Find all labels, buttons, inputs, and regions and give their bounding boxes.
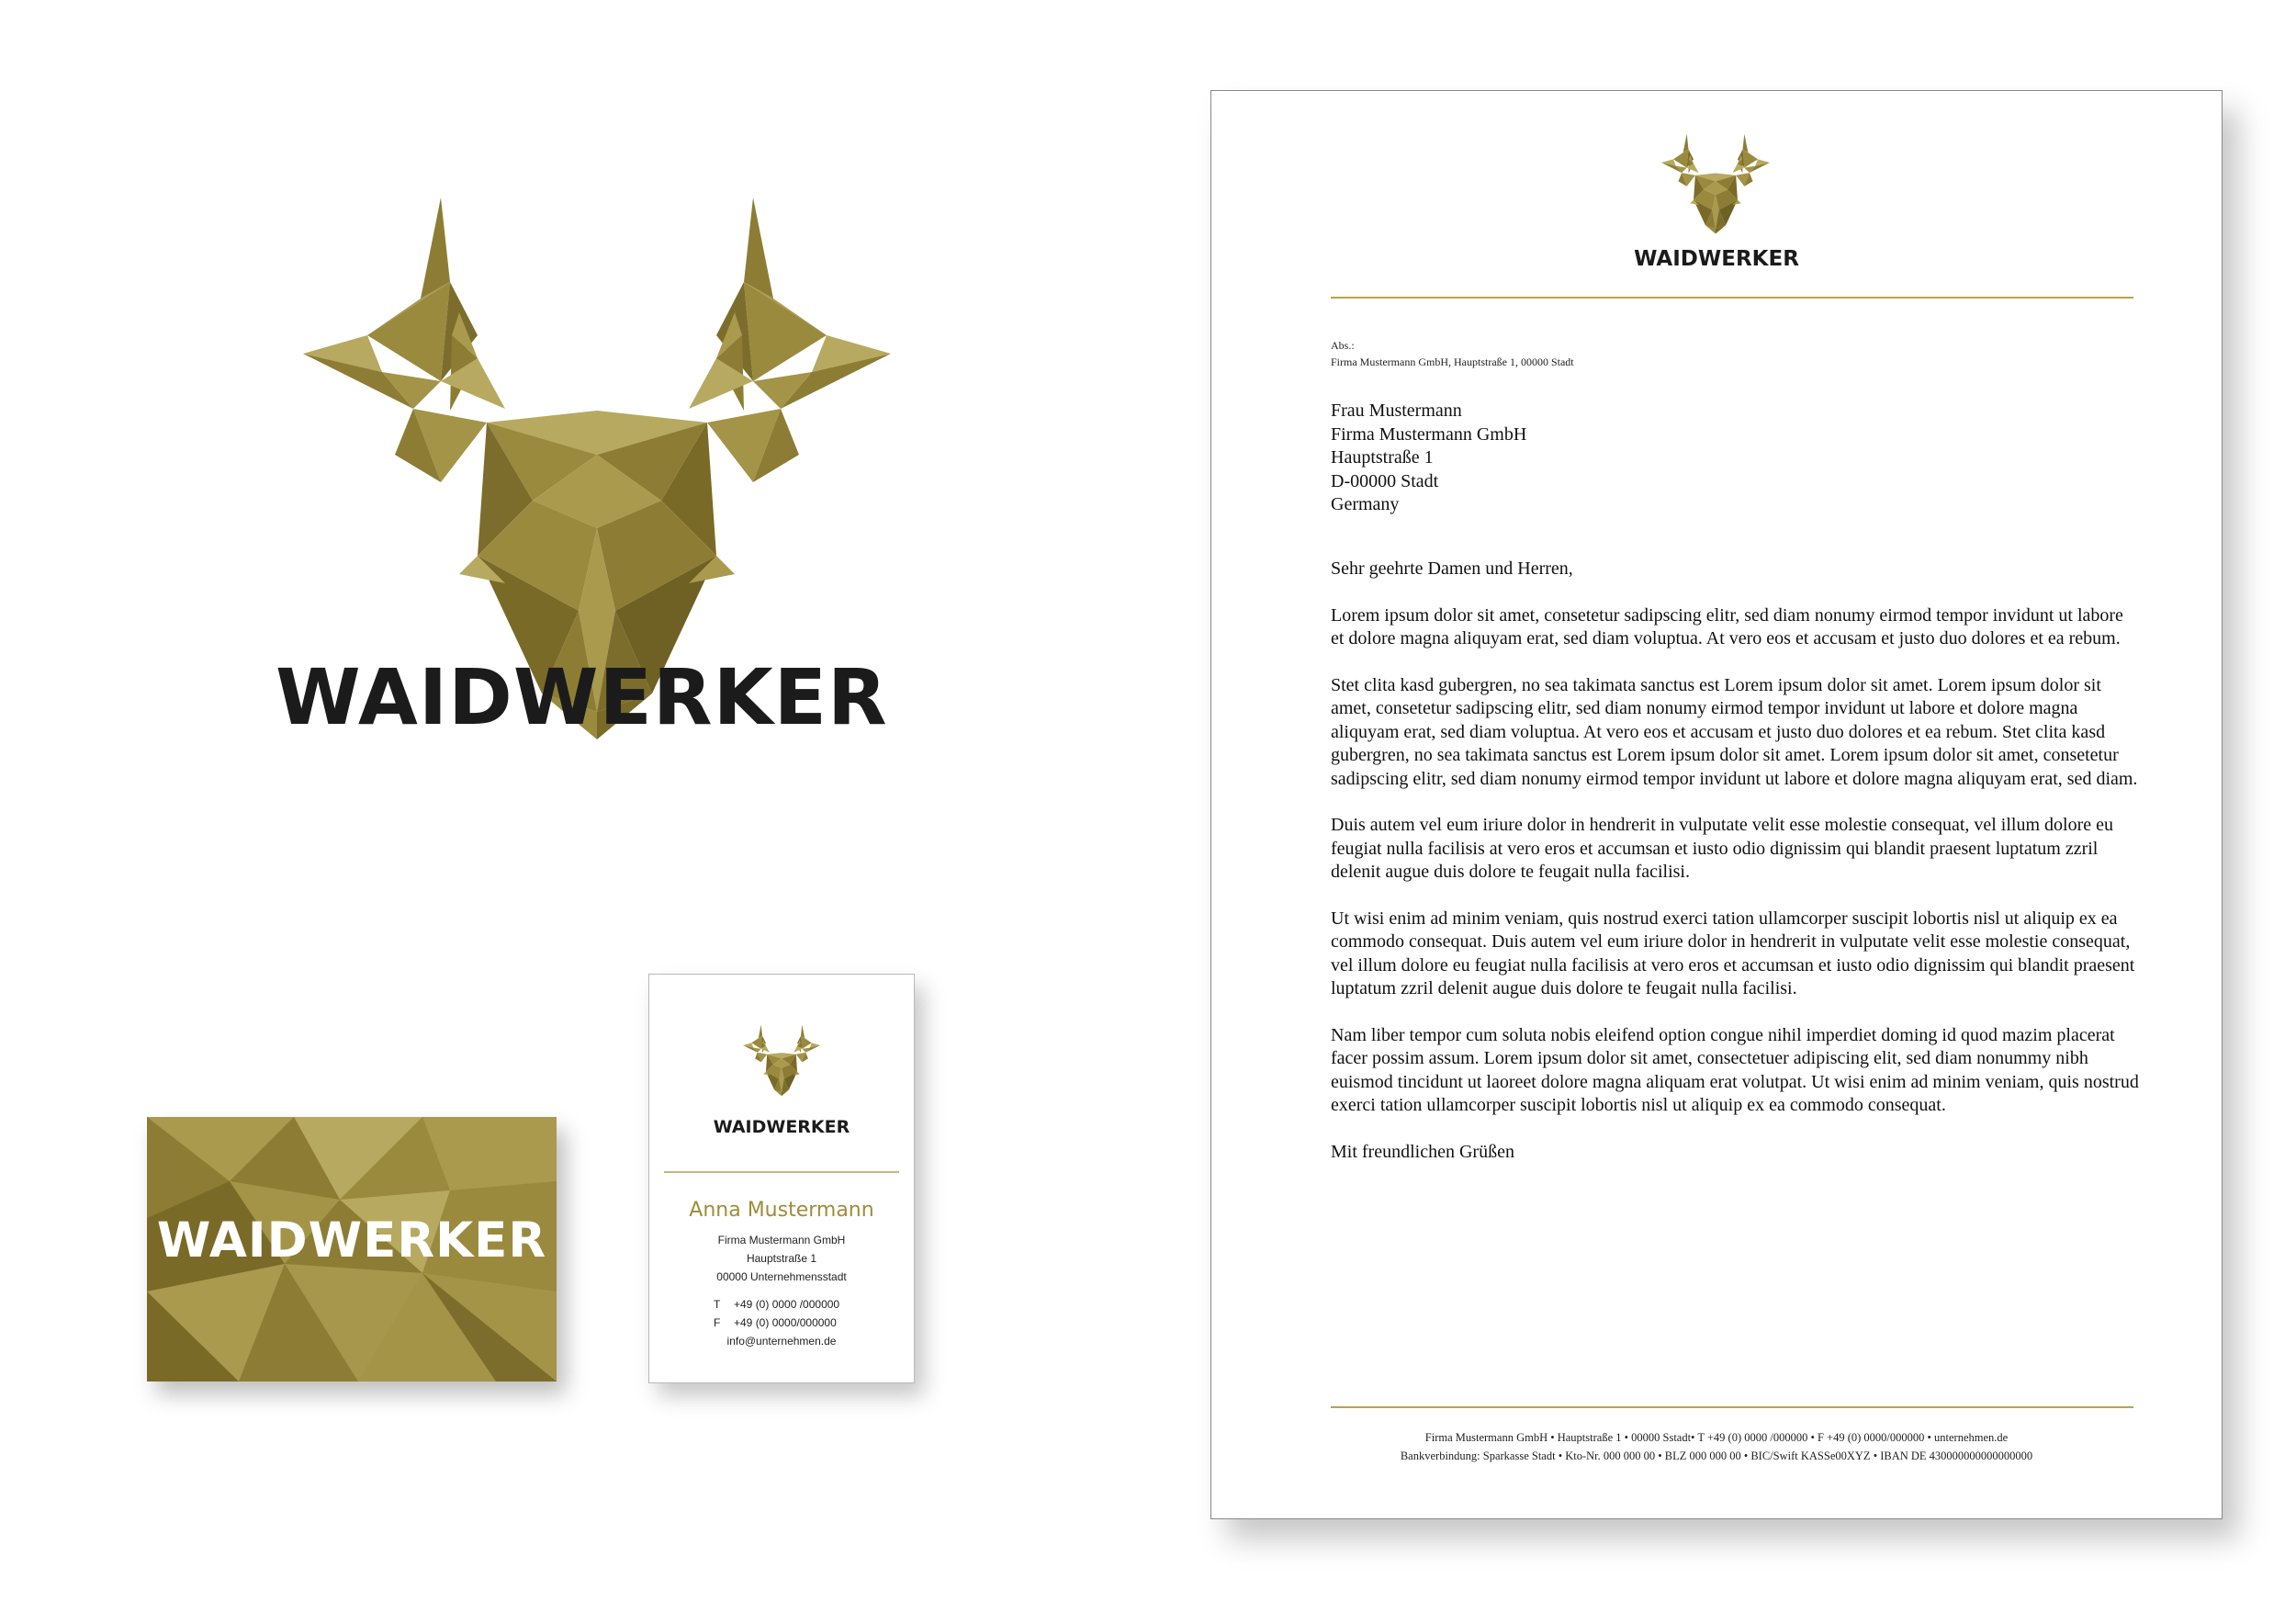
- recipient-line: Frau Mustermann: [1331, 400, 1462, 421]
- recipient-line: D-00000 Stadt: [1331, 470, 1439, 491]
- sender-block: [1331, 337, 1574, 370]
- card-company: Firma Mustermann GmbH: [717, 1234, 846, 1246]
- card-email: info@unternehmen.de: [726, 1335, 837, 1348]
- card-person-name: Anna Mustermann: [689, 1199, 874, 1222]
- recipient-line: Germany: [1331, 494, 1400, 514]
- body-paragraph: Nam liber tempor cum soluta nobis eleifend option congue nihil imperdiet doming id quod mazim placerat facer possim assum. Lorem ipsum dolor sit amet, consectetuer adipiscing elit, sed diam nonummy nibh euismod tincidunt ut laoreet dolore magna aliquam erat volutpat. Ut wisi enim ad minim veniam, quis nostrud exerci tation ullamcorper suscipit lobortis nisl ut aliquip ex ea commodo consequat.: [1331, 1024, 2139, 1115]
- card-fax: +49 (0) 0000/000000: [734, 1316, 837, 1329]
- body-paragraph: Duis autem vel eum iriure dolor in hendrerit in vulputate velit esse molestie consequat, vel illum dolore eu feugiat nulla facilisis at vero eros et accumsan et iusto odio dignissim qui blandit praesent luptatum zzril delenit augue duis dolore te feugait nulla facilisi.: [1331, 815, 2114, 882]
- salutation: Sehr geehrte Damen und Herren,: [1331, 558, 1573, 579]
- sender-line: Firma Mustermann GmbH, Hauptstraße 1, 00000 Stadt: [1331, 355, 1574, 368]
- business-card-back: [147, 1117, 557, 1382]
- card-fax-label: F: [714, 1316, 721, 1329]
- main-wordmark: WAIDWERKER: [276, 652, 888, 742]
- body-paragraph: Ut wisi enim ad minim veniam, quis nostrud exerci tation ullamcorper suscipit lobortis nisl ut aliquip ex ea commodo consequat. Duis autem vel eum iriure dolor in hendrerit in vulputate velit esse molestie consequat, vel illum dolore eu feugiat nulla facilisis at vero eros et accumsan et iusto odio dignissim qui blandit praesent luptatum zzril delenit augue duis dolore te feugait nulla facilisi.: [1331, 908, 2135, 998]
- letter-footer: [1211, 1428, 2222, 1465]
- closing: Mit freundlichen Grüßen: [1331, 1141, 1514, 1162]
- gold-card-wordmark: WAIDWERKER: [156, 1212, 547, 1269]
- stag-logo-icon: [1661, 124, 1770, 245]
- footer-bank-line: Bankverbindung: Sparkasse Stadt • Kto-Nr. 000 000 00 • BLZ 000 000 00 • BIC/Swift KASSe00XYZ • IBAN DE 430000000000000000: [1400, 1449, 2033, 1462]
- business-card-front: [648, 974, 915, 1383]
- footer-address-line: Firma Mustermann GmbH • Hauptstraße 1 • 00000 Sstadt• T +49 (0) 0000 /000000 • F +49 (0) 0000/000000 • unternehmen.de: [1424, 1431, 2009, 1444]
- letter-footer-rule: [1331, 1406, 2133, 1408]
- letter-header-rule: [1331, 297, 2133, 299]
- card-divider: [664, 1171, 899, 1173]
- card-city: 00000 Unternehmensstadt: [716, 1270, 847, 1283]
- body-paragraph: Lorem ipsum dolor sit amet, consetetur sadipscing elitr, sed diam nonumy eirmod tempor invidunt ut labore et dolore magna aliquyam erat, sed diam voluptua. At vero eos et accusam et justo duo dolores et ea rebum.: [1331, 604, 2123, 648]
- stag-logo-icon: [743, 1009, 820, 1112]
- sender-label: Abs.:: [1331, 339, 1355, 352]
- letter-body: [1331, 558, 2139, 1187]
- letter-wordmark: WAIDWERKER: [1634, 247, 1799, 271]
- card-street: Hauptstraße 1: [746, 1252, 817, 1265]
- body-paragraph: Stet clita kasd gubergren, no sea takimata sanctus est Lorem ipsum dolor sit amet. Lorem ipsum dolor sit amet, consetetur sadipscing elitr, sed diam nonumy eirmod tempor invidunt ut labore et dolore magna aliquyam erat, sed diam voluptua. At vero eos et accusam et justo duo dolores et ea rebum. Stet clita kasd gubergren, no sea takimata sanctus est Lorem ipsum dolor sit amet. Lorem ipsum dolor sit amet, consetetur sadipscing elitr, sed diam nonumy eirmod tempor invidunt ut labore et dolore magna aliquyam erat, sed diam.: [1331, 674, 2138, 789]
- card-phone: +49 (0) 0000 /000000: [734, 1298, 840, 1311]
- card-wordmark: WAIDWERKER: [713, 1117, 850, 1137]
- card-phone-label: T: [714, 1298, 721, 1311]
- recipient-line: Hauptstraße 1: [1331, 447, 1434, 468]
- recipient-line: Firma Mustermann GmbH: [1331, 423, 1527, 445]
- recipient-address: [1331, 400, 1526, 517]
- letterhead-page: [1210, 90, 2223, 1519]
